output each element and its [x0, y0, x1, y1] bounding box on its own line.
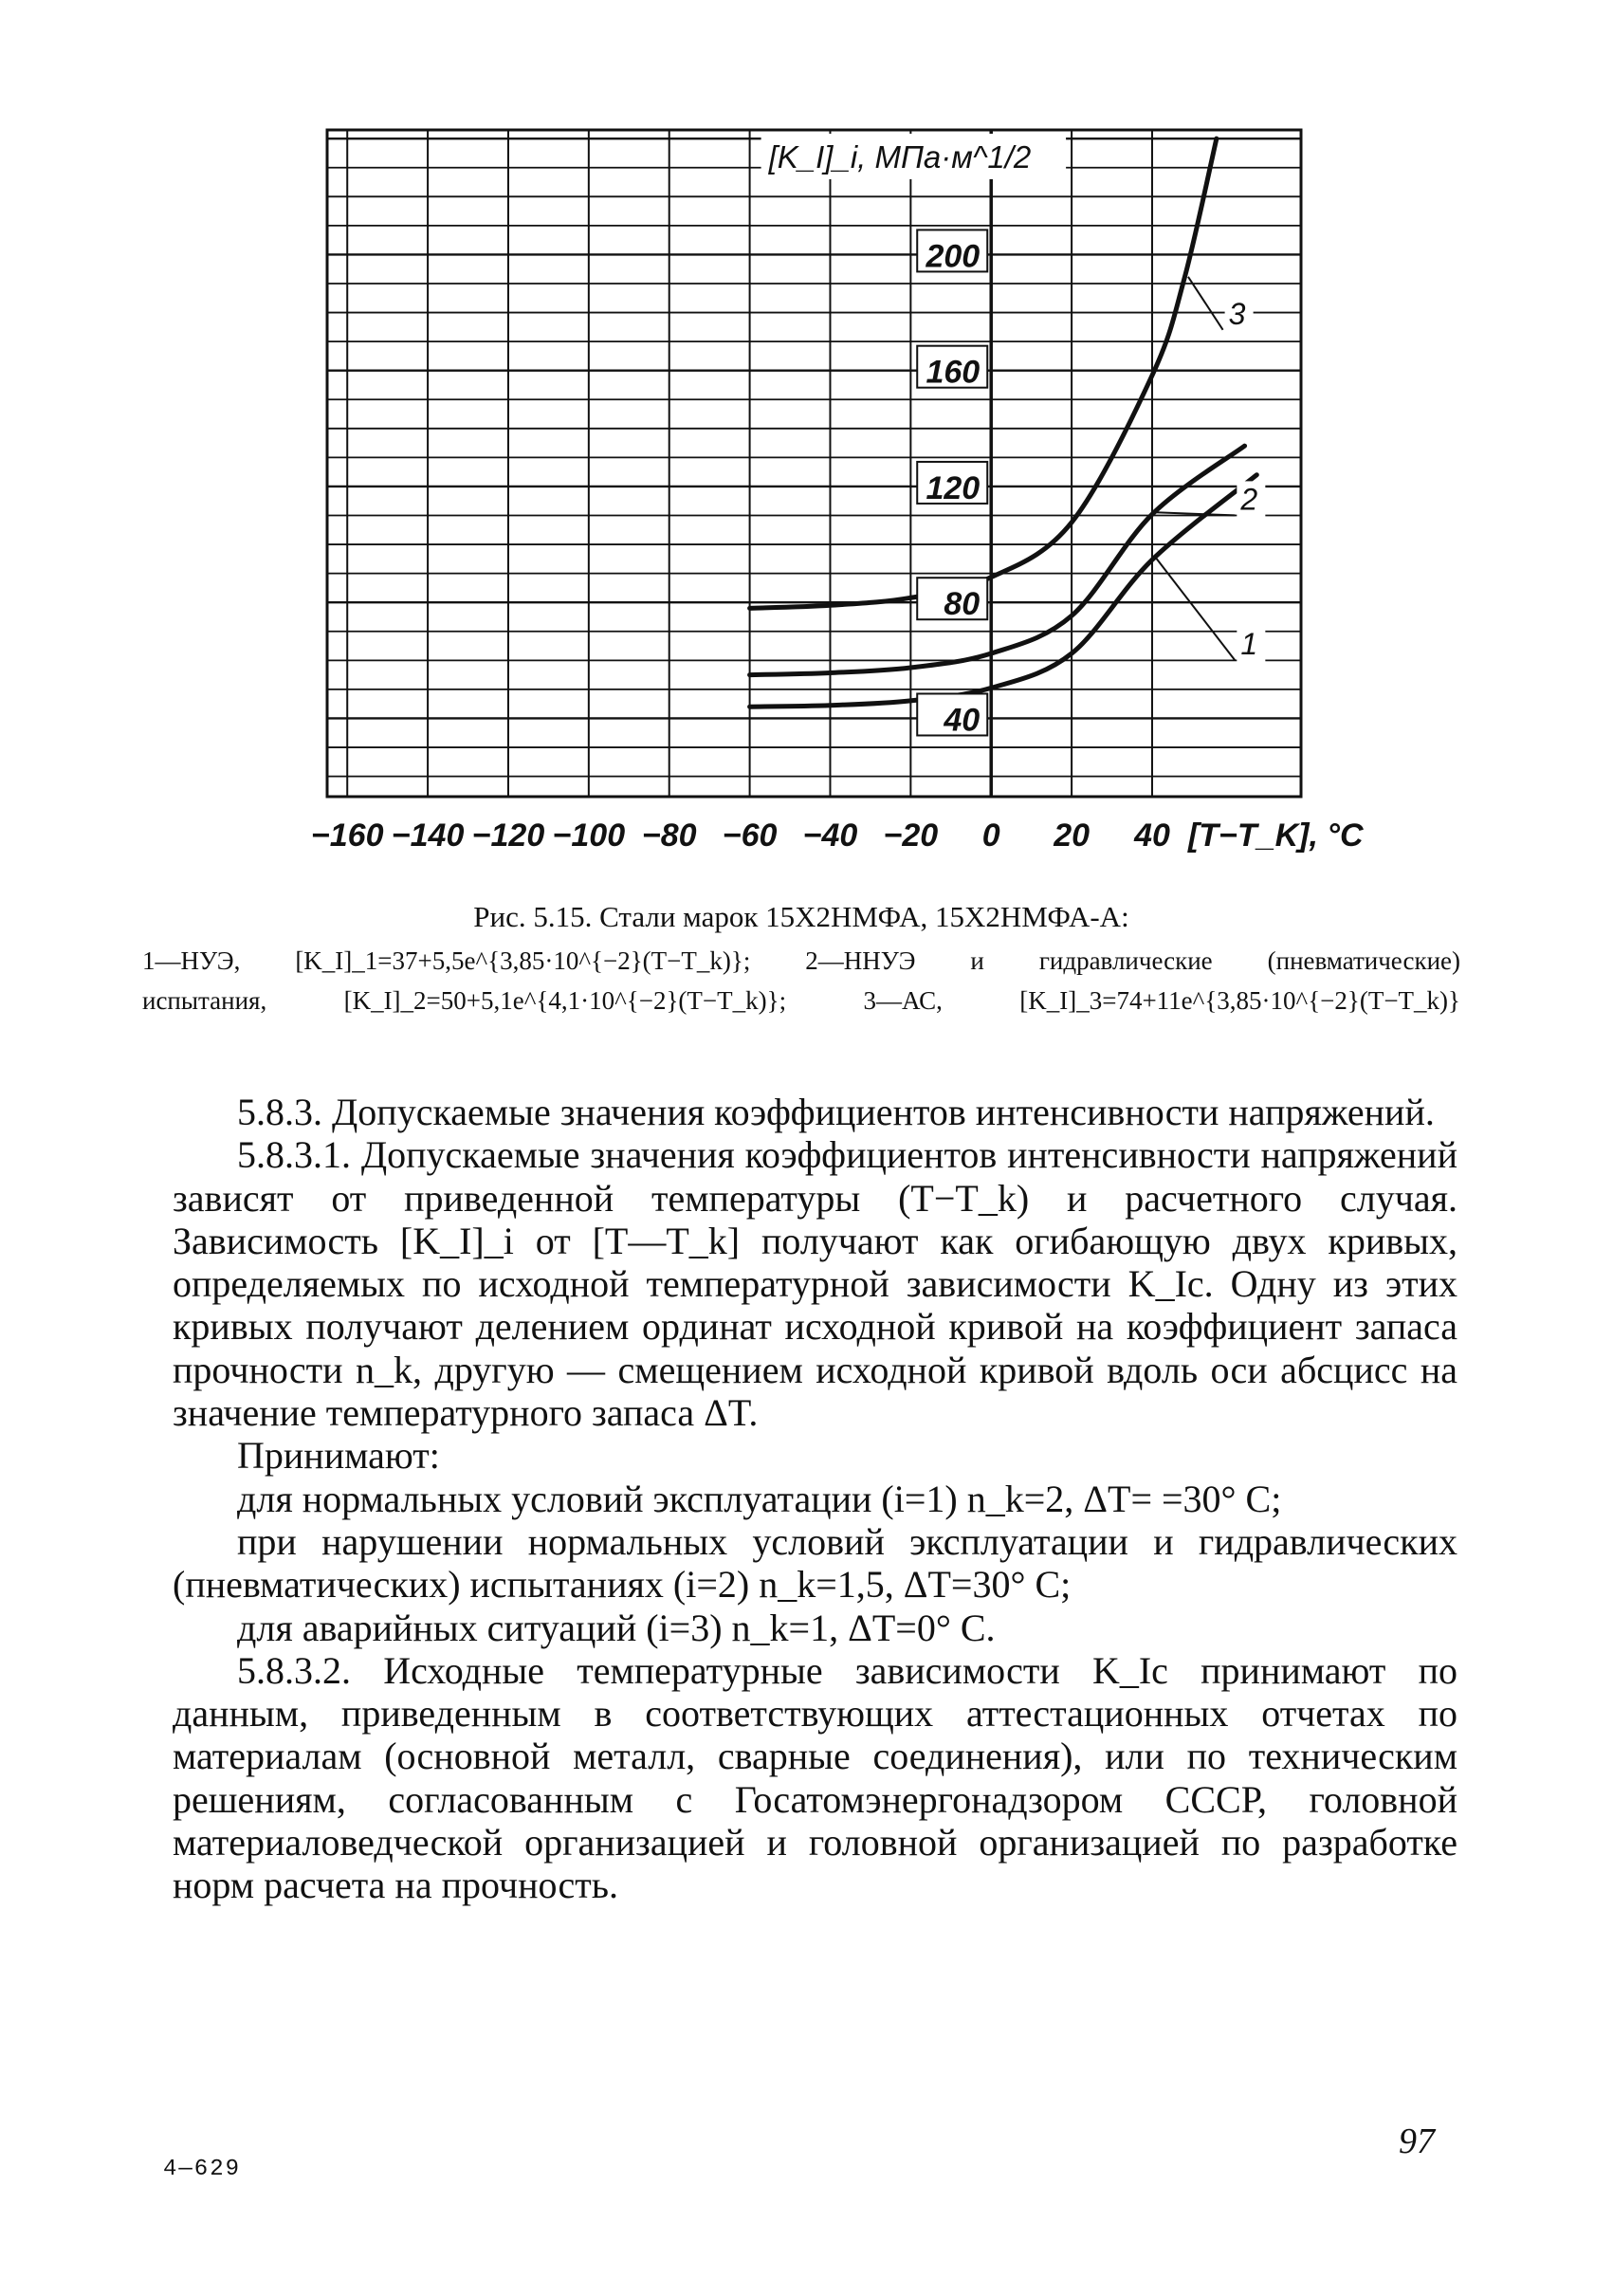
x-tick-label: −60: [722, 817, 778, 854]
section-heading-5-8-3: 5.8.3. Допускаемые значения коэффициентов интенсивности напряжений.: [237, 1091, 1435, 1133]
chart-grid: [327, 130, 1301, 797]
plot-frame: [327, 130, 1301, 797]
x-tick-label: −20: [883, 817, 939, 854]
paragraph-5-8-3-1: 5.8.3.1. Допускаемые значения коэффициентов интенсивности напряжений зависят от приведенной температуры (T−T_k) и расчетного случая. Зависимость [K_I]_i от [T—T_k] получают как огибающую двух кривых, определяемых по исходной температурной зависимости K_Ic. Одну из этих кривых получают делением ординат исходной кривой на коэффициент запаса прочности n_k, другую — смещением исходной кривой вдоль оси абсцисс на значение температурного запаса ΔT.: [173, 1133, 1457, 1435]
curve-2: [750, 446, 1245, 674]
x-tick-label: −140: [391, 817, 465, 854]
x-tick-label: −160: [310, 817, 384, 854]
curve-label-leader: [1188, 277, 1223, 330]
body-text: [173, 1091, 1457, 1907]
x-tick-label: 40: [1134, 817, 1170, 854]
chart-curves: [750, 138, 1257, 707]
y-tick-label: 40: [944, 702, 981, 739]
curve-label-3: 3: [1228, 296, 1246, 331]
figure-caption: [142, 899, 1460, 1022]
paragraph-case-1: для нормальных условий эксплуатации (i=1) n_k=2, ΔT= =30° C;: [237, 1477, 1282, 1520]
curve-label-1: 1: [1240, 627, 1258, 662]
fracture-toughness-chart: [0, 0, 1613, 901]
x-tick-label: 0: [981, 817, 1000, 854]
paragraph-prinimayut: Принимают:: [237, 1434, 440, 1478]
caption-title: Рис. 5.15. Стали марок 15Х2НМФА, 15Х2НМФА-А:: [473, 900, 1129, 933]
y-tick-label: 80: [944, 586, 981, 623]
y-axis-title: [K_I]_i, МПа·м^1/2: [768, 139, 1032, 174]
chart-marks: [311, 134, 1364, 854]
x-tick-label: −80: [641, 817, 697, 854]
x-tick-label: −120: [471, 817, 545, 854]
curve-label-2: 2: [1240, 482, 1258, 517]
paragraph-5-8-3-2: 5.8.3.2. Исходные температурные зависимости K_Ic принимают по данным, приведенным в соответствующих аттестационных отчетах по материалам (основной металл, сварные соединения), или по техническим решениям, согласованным с Госатомэнергонадзором СССР, головной материаловедческой организацией и головной организацией по разработке норм расчета на прочность.: [173, 1648, 1457, 1907]
x-tick-label: −100: [552, 817, 626, 854]
x-tick-label: −40: [802, 817, 858, 854]
printer-signature: 4—629: [163, 2157, 242, 2182]
page-number: 97: [1399, 2122, 1435, 2161]
x-axis-title: [T−T_K], °C: [1187, 817, 1364, 854]
caption-line-2: испытания, [K_I]_2=50+5,1e^{4,1·10^{−2}(T−T_k)}; 3—АС, [K_I]_3=74+11e^{3,85·10^{−2}(T−T_k)}: [142, 986, 1460, 1015]
caption-line-1: 1—НУЭ, [K_I]_1=37+5,5e^{3,85·10^{−2}(T−T_k)}; 2—ННУЭ и гидравлические (пневматические): [142, 946, 1460, 975]
y-tick-label: 200: [926, 238, 981, 275]
y-tick-label: 120: [926, 469, 981, 506]
x-tick-label: 20: [1054, 817, 1091, 854]
y-tick-label: 160: [926, 354, 981, 391]
paragraph-case-3: для аварийных ситуаций (i=3) n_k=1, ΔT=0° C.: [237, 1606, 996, 1649]
paragraph-case-2: при нарушении нормальных условий эксплуатации и гидравлических (пневматических) испытаниях (i=2) n_k=1,5, ΔT=30° C;: [173, 1519, 1457, 1607]
